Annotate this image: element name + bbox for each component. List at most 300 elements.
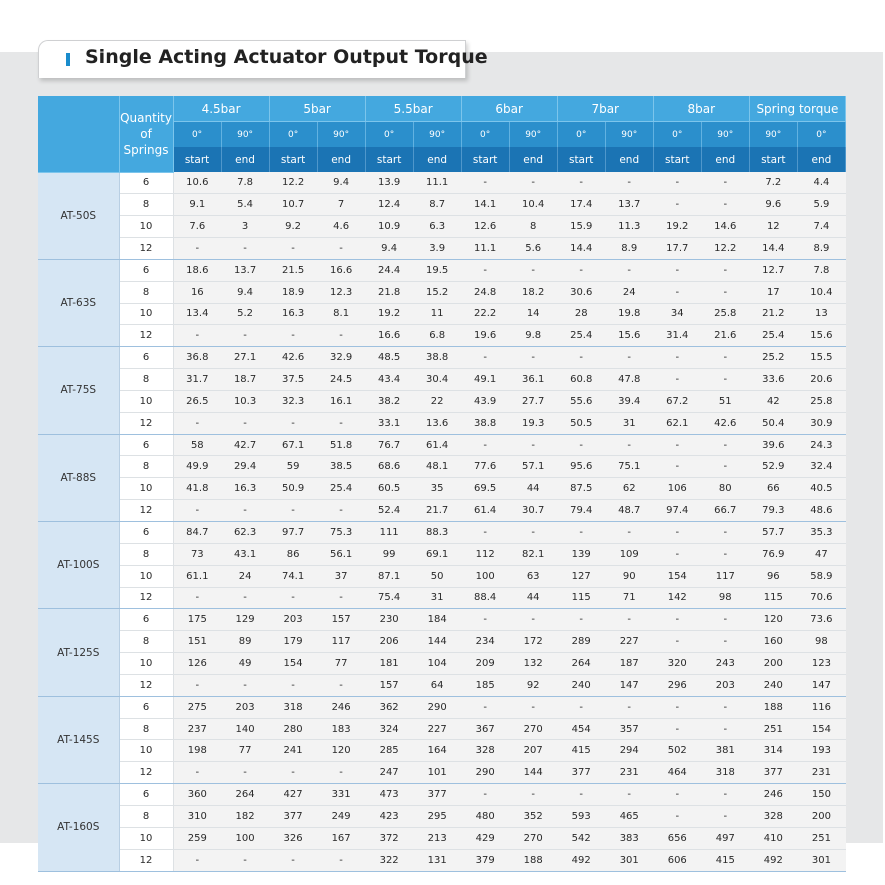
torque-value-cell: 24.4 [365,259,413,281]
torque-value-cell: - [653,456,701,478]
model-cell: AT-75S [38,347,119,434]
torque-value-cell: - [461,609,509,631]
torque-value-cell: 12.2 [701,238,749,260]
torque-value-cell: 100 [221,827,269,849]
torque-value-cell: 50 [413,565,461,587]
torque-value-cell: - [605,696,653,718]
torque-value-cell: - [653,784,701,806]
torque-value-cell: 207 [509,740,557,762]
torque-value-cell: - [317,587,365,609]
torque-value-cell: 301 [605,849,653,871]
torque-value-cell: 213 [413,827,461,849]
torque-value-cell: 542 [557,827,605,849]
torque-value-cell: 473 [365,784,413,806]
torque-value-cell: - [701,631,749,653]
torque-value-cell: 61.4 [461,500,509,522]
torque-value-cell: 12.2 [269,172,317,194]
torque-value-cell: 35 [413,478,461,500]
torque-value-cell: 160 [749,631,797,653]
model-cell: AT-50S [38,172,119,259]
torque-value-cell: - [269,762,317,784]
torque-value-cell: 21.6 [701,325,749,347]
torque-value-cell: 75.4 [365,587,413,609]
torque-value-cell: 58 [173,434,221,456]
torque-value-cell: 9.4 [365,238,413,260]
torque-value-cell: 310 [173,805,221,827]
spring-count-cell: 12 [119,674,173,696]
torque-value-cell: 31.4 [653,325,701,347]
torque-value-cell: - [221,412,269,434]
torque-value-cell: 154 [653,565,701,587]
torque-value-cell: 200 [797,805,845,827]
torque-value-cell: - [221,500,269,522]
torque-value-cell: - [557,434,605,456]
torque-value-cell: 352 [509,805,557,827]
torque-value-cell: 13.4 [173,303,221,325]
torque-value-cell: - [221,238,269,260]
torque-value-cell: 198 [173,740,221,762]
spring-count-cell: 10 [119,827,173,849]
torque-table [38,96,846,872]
torque-value-cell: 22 [413,390,461,412]
torque-value-cell: - [173,762,221,784]
table-row [38,434,846,456]
torque-value-cell: - [509,347,557,369]
torque-value-cell: 66.7 [701,500,749,522]
torque-value-cell: 14.4 [557,238,605,260]
torque-value-cell: 66 [749,478,797,500]
angle-header: 90° [317,122,365,148]
torque-value-cell: 15.5 [797,347,845,369]
torque-value-cell: 24.3 [797,434,845,456]
pressure-group-header: 8bar [653,96,749,122]
torque-value-cell: 132 [509,653,557,675]
torque-value-cell: 77.6 [461,456,509,478]
angle-header: 0° [269,122,317,148]
torque-value-cell: 21.5 [269,259,317,281]
torque-value-cell: 200 [749,653,797,675]
torque-value-cell: 30.9 [797,412,845,434]
torque-value-cell: - [221,762,269,784]
torque-value-cell: 157 [317,609,365,631]
torque-value-cell: 415 [557,740,605,762]
torque-value-cell: 3.9 [413,238,461,260]
torque-value-cell: 38.2 [365,390,413,412]
spring-count-cell: 10 [119,740,173,762]
torque-value-cell: 6.3 [413,216,461,238]
torque-value-cell: - [605,347,653,369]
torque-value-cell: 379 [461,849,509,871]
torque-value-cell: 80 [701,478,749,500]
spring-count-cell: 8 [119,805,173,827]
torque-value-cell: - [701,347,749,369]
torque-value-cell: - [173,674,221,696]
torque-value-cell: 36.8 [173,347,221,369]
position-header: start [365,147,413,172]
torque-value-cell: 98 [701,587,749,609]
torque-value-cell: 89 [221,631,269,653]
torque-value-cell: 318 [269,696,317,718]
torque-value-cell: 167 [317,827,365,849]
table-row [38,696,846,718]
torque-value-cell: - [701,369,749,391]
torque-value-cell: 187 [605,653,653,675]
torque-value-cell: 35.3 [797,522,845,544]
torque-value-cell: - [269,849,317,871]
table-row [38,565,846,587]
spring-count-cell: 10 [119,216,173,238]
torque-value-cell: 296 [653,674,701,696]
torque-value-cell: 10.6 [173,172,221,194]
torque-value-cell: 465 [605,805,653,827]
torque-value-cell: - [317,238,365,260]
torque-value-cell: 322 [365,849,413,871]
torque-value-cell: - [701,543,749,565]
torque-value-cell: 18.6 [173,259,221,281]
torque-value-cell: 295 [413,805,461,827]
torque-value-cell: 181 [365,653,413,675]
torque-value-cell: 61.1 [173,565,221,587]
torque-value-cell: 37 [317,565,365,587]
torque-value-cell: 12 [749,216,797,238]
torque-value-cell: 10.3 [221,390,269,412]
torque-value-cell: 328 [461,740,509,762]
torque-value-cell: 84.7 [173,522,221,544]
torque-value-cell: - [317,325,365,347]
position-header: start [557,147,605,172]
torque-value-cell: - [701,718,749,740]
torque-value-cell: 227 [413,718,461,740]
torque-value-cell: - [557,259,605,281]
torque-value-cell: 115 [749,587,797,609]
torque-value-cell: 154 [269,653,317,675]
torque-value-cell: 38.5 [317,456,365,478]
torque-value-cell: 24 [221,565,269,587]
torque-value-cell: 142 [653,587,701,609]
torque-value-cell: - [701,696,749,718]
torque-value-cell: 230 [365,609,413,631]
angle-header: 0° [557,122,605,148]
position-header: end [605,147,653,172]
torque-value-cell: 26.5 [173,390,221,412]
table-row [38,390,846,412]
torque-value-cell: 96 [749,565,797,587]
torque-value-cell: 16.6 [365,325,413,347]
torque-value-cell: 3 [221,216,269,238]
torque-value-cell: 289 [557,631,605,653]
torque-value-cell: 243 [701,653,749,675]
torque-value-cell: 13.7 [221,259,269,281]
torque-value-cell: - [269,325,317,347]
torque-value-cell: 606 [653,849,701,871]
torque-value-cell: 76.9 [749,543,797,565]
table-row [38,216,846,238]
table-row [38,522,846,544]
torque-value-cell: 144 [509,762,557,784]
torque-value-cell: - [509,784,557,806]
table-row [38,500,846,522]
torque-value-cell: 28 [557,303,605,325]
torque-value-cell: 109 [605,543,653,565]
torque-value-cell: 593 [557,805,605,827]
spring-count-cell: 8 [119,718,173,740]
torque-value-cell: 18.2 [509,281,557,303]
torque-value-cell: 360 [173,784,221,806]
torque-value-cell: 184 [413,609,461,631]
table-row [38,609,846,631]
torque-value-cell: 377 [269,805,317,827]
torque-value-cell: 7.4 [797,216,845,238]
torque-value-cell: 164 [413,740,461,762]
torque-value-cell: 27.7 [509,390,557,412]
torque-value-cell: 50.5 [557,412,605,434]
torque-value-cell: 246 [749,784,797,806]
table-row [38,587,846,609]
torque-value-cell: 104 [413,653,461,675]
torque-value-cell: 249 [317,805,365,827]
pressure-group-header: 5.5bar [365,96,461,122]
torque-value-cell: 87.5 [557,478,605,500]
torque-value-cell: 11.1 [461,238,509,260]
torque-value-cell: 140 [221,718,269,740]
torque-value-cell: 120 [749,609,797,631]
torque-value-cell: 74.1 [269,565,317,587]
quantity-label-line: Quantity [120,110,172,125]
model-header-cell [38,96,119,172]
torque-value-cell: 16.1 [317,390,365,412]
torque-value-cell: 98 [797,631,845,653]
torque-value-cell: 157 [365,674,413,696]
spring-count-cell: 10 [119,303,173,325]
table-row [38,631,846,653]
torque-value-cell: 154 [797,718,845,740]
torque-value-cell: 240 [749,674,797,696]
torque-value-cell: 11.1 [413,172,461,194]
torque-value-cell: 123 [797,653,845,675]
torque-value-cell: - [461,259,509,281]
torque-value-cell: 24.5 [317,369,365,391]
torque-value-cell: - [317,849,365,871]
torque-value-cell: 185 [461,674,509,696]
torque-value-cell: 39.4 [605,390,653,412]
torque-value-cell: 4.4 [797,172,845,194]
torque-value-cell: 270 [509,718,557,740]
model-cell: AT-125S [38,609,119,696]
torque-value-cell: 95.6 [557,456,605,478]
torque-value-cell: 86 [269,543,317,565]
torque-value-cell: 377 [557,762,605,784]
torque-value-cell: 381 [701,740,749,762]
torque-value-cell: 182 [221,805,269,827]
torque-value-cell: - [509,696,557,718]
torque-value-cell: 21.2 [749,303,797,325]
torque-value-cell: 42.6 [701,412,749,434]
torque-value-cell: 429 [461,827,509,849]
torque-value-cell: 58.9 [797,565,845,587]
torque-value-cell: 22.2 [461,303,509,325]
torque-value-cell: 231 [605,762,653,784]
table-row [38,478,846,500]
torque-value-cell: 188 [509,849,557,871]
torque-value-cell: - [701,609,749,631]
torque-value-cell: 150 [797,784,845,806]
position-header: start [749,147,797,172]
torque-value-cell: 377 [413,784,461,806]
torque-value-cell: 36.1 [509,369,557,391]
torque-value-cell: 73.6 [797,609,845,631]
position-header: start [653,147,701,172]
torque-value-cell: 175 [173,609,221,631]
torque-value-cell: 492 [557,849,605,871]
page-title: Single Acting Actuator Output Torque [85,46,488,68]
torque-value-cell: - [701,259,749,281]
position-header: start [461,147,509,172]
torque-value-cell: 10.7 [269,194,317,216]
torque-value-cell: 31.7 [173,369,221,391]
angle-header: 90° [221,122,269,148]
table-row [38,740,846,762]
table-header [38,96,846,172]
torque-value-cell: - [701,522,749,544]
torque-value-cell: 50.4 [749,412,797,434]
position-header: end [317,147,365,172]
spring-count-cell: 10 [119,565,173,587]
torque-value-cell: 12.6 [461,216,509,238]
torque-value-cell: 99 [365,543,413,565]
torque-value-cell: 294 [605,740,653,762]
torque-value-cell: 42.7 [221,434,269,456]
torque-value-cell: 43.1 [221,543,269,565]
torque-value-cell: - [605,259,653,281]
torque-value-cell: 120 [317,740,365,762]
torque-value-cell: 40.5 [797,478,845,500]
table-row [38,303,846,325]
torque-value-cell: 100 [461,565,509,587]
torque-value-cell: 27.1 [221,347,269,369]
torque-value-cell: 115 [557,587,605,609]
torque-value-cell: 33.6 [749,369,797,391]
torque-value-cell: 48.7 [605,500,653,522]
torque-value-cell: 30.6 [557,281,605,303]
angle-header: 0° [365,122,413,148]
torque-value-cell: - [701,281,749,303]
torque-value-cell: 82.1 [509,543,557,565]
torque-value-cell: 59 [269,456,317,478]
torque-value-cell: 49.9 [173,456,221,478]
torque-value-cell: 24.8 [461,281,509,303]
torque-value-cell: 179 [269,631,317,653]
table-row [38,849,846,871]
model-cell: AT-160S [38,784,119,871]
position-header: end [509,147,557,172]
torque-value-cell: 79.3 [749,500,797,522]
torque-value-cell: 423 [365,805,413,827]
torque-value-cell: 48.6 [797,500,845,522]
torque-value-cell: - [653,369,701,391]
torque-value-cell: 17 [749,281,797,303]
torque-value-cell: 502 [653,740,701,762]
torque-value-cell: - [173,849,221,871]
torque-value-cell: 69.1 [413,543,461,565]
torque-value-cell: - [653,543,701,565]
torque-value-cell: 8 [509,216,557,238]
torque-value-cell: - [605,784,653,806]
spring-count-cell: 12 [119,412,173,434]
torque-value-cell: 247 [365,762,413,784]
torque-value-cell: 87.1 [365,565,413,587]
torque-value-cell: 367 [461,718,509,740]
quantity-of-springs-header [119,96,173,172]
table-row [38,325,846,347]
torque-value-cell: 326 [269,827,317,849]
position-header: start [173,147,221,172]
angle-header: 0° [653,122,701,148]
torque-value-cell: 9.8 [509,325,557,347]
torque-value-cell: 51 [701,390,749,412]
torque-value-cell: - [509,522,557,544]
torque-value-cell: 62.1 [653,412,701,434]
spring-count-cell: 6 [119,784,173,806]
torque-value-cell: - [221,849,269,871]
torque-value-cell: 129 [221,609,269,631]
torque-value-cell: 17.7 [653,238,701,260]
table-row [38,172,846,194]
torque-value-cell: - [701,172,749,194]
torque-value-cell: 32.4 [797,456,845,478]
torque-value-cell: 7 [317,194,365,216]
torque-value-cell: 49.1 [461,369,509,391]
spring-count-cell: 12 [119,762,173,784]
torque-value-cell: - [461,522,509,544]
torque-value-cell: 25.4 [317,478,365,500]
torque-value-cell: 62 [605,478,653,500]
table-row [38,827,846,849]
torque-value-cell: 25.8 [701,303,749,325]
torque-value-cell: 237 [173,718,221,740]
torque-value-cell: 5.6 [509,238,557,260]
torque-value-cell: 15.6 [797,325,845,347]
torque-value-cell: 209 [461,653,509,675]
torque-value-cell: - [461,347,509,369]
spring-count-cell: 6 [119,259,173,281]
table-row [38,369,846,391]
torque-value-cell: - [557,609,605,631]
torque-value-cell: - [269,674,317,696]
torque-value-cell: - [461,696,509,718]
torque-value-cell: - [557,347,605,369]
torque-value-cell: 264 [557,653,605,675]
table-body [38,172,846,871]
torque-value-cell: 231 [797,762,845,784]
torque-value-cell: - [509,609,557,631]
torque-value-cell: 75.1 [605,456,653,478]
torque-value-cell: 301 [797,849,845,871]
torque-value-cell: 16.6 [317,259,365,281]
torque-value-cell: 5.4 [221,194,269,216]
torque-value-cell: - [605,522,653,544]
title-tab [38,40,488,78]
position-header: start [269,147,317,172]
torque-value-cell: - [173,500,221,522]
torque-value-cell: 34 [653,303,701,325]
torque-value-cell: - [509,434,557,456]
torque-value-cell: 7.8 [221,172,269,194]
torque-value-cell: 25.8 [797,390,845,412]
torque-value-cell: 44 [509,478,557,500]
torque-value-cell: 241 [269,740,317,762]
spring-count-cell: 8 [119,194,173,216]
torque-value-cell: - [605,434,653,456]
